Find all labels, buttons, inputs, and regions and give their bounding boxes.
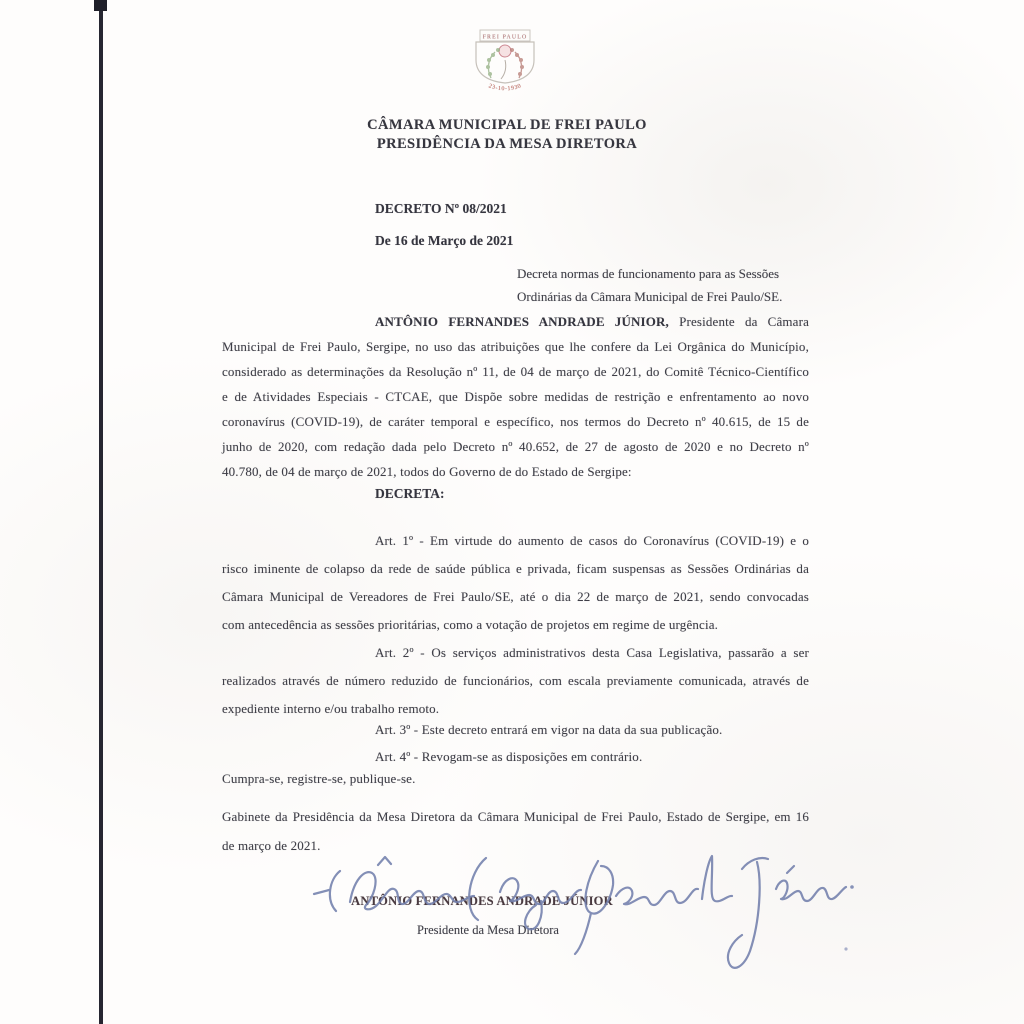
opening-paragraph	[222, 309, 809, 484]
president-name-bold: ANTÔNIO FERNANDES ANDRADE JÚNIOR,	[375, 314, 669, 329]
text-line: com antecedência as sessões prioritárias, como a votação de projetos em regime de urgência.	[222, 617, 719, 632]
text-line: Decreta normas de funcionamento para as Sessões	[517, 266, 780, 281]
text-line: realizados através de número reduzido de funcionários, com escala previamente comunicada, através de	[222, 673, 809, 688]
signature-stray-dot	[844, 947, 847, 950]
article-2	[222, 639, 809, 723]
text-line: coronavírus (COVID-19), de caráter temporal e específico, nos termos do Decreto nº 40.615, de 15 de	[222, 414, 809, 429]
text-line: Câmara Municipal de Vereadores de Frei Paulo/SE, até o dia 22 de março de 2021, sendo convocadas	[222, 589, 809, 604]
text-line: expediente interno e/ou trabalho remoto.	[222, 701, 440, 716]
article-2-lines	[222, 667, 809, 723]
article-2-first-line: Art. 2º - Os serviços administrativos desta Casa Legislativa, passarão a ser	[375, 645, 809, 660]
article-1	[222, 527, 809, 639]
text-line: 40.780, de 04 de março de 2021, todos do Governo de do Estado de Sergipe:	[222, 464, 632, 479]
signatory-title: Presidente da Mesa Diretora	[417, 923, 559, 937]
article-4: Art. 4º - Revogam-se as disposições em contrário.	[375, 749, 643, 764]
text-line: Municipal de Frei Paulo, Sergipe, no uso das atribuições que lhe confere da Lei Orgânica do Município,	[222, 339, 809, 354]
text-line: Gabinete da Presidência da Mesa Diretora da Câmara Municipal de Frei Paulo, Estado de Sergipe, em 16	[222, 809, 809, 824]
decree-date: De 16 de Março de 2021	[375, 233, 514, 248]
organization-name: CÂMARA MUNICIPAL DE FREI PAULO	[367, 117, 647, 133]
decree-summary	[517, 262, 817, 308]
decreta-heading: DECRETA:	[375, 486, 445, 501]
closing-order: Cumpra-se, registre-se, publique-se.	[222, 771, 416, 786]
text-line: e de Atividades Especiais - CTCAE, que Dispõe sobre medidas de restrição e enfrentamento ao novo	[222, 389, 809, 404]
decree-number: DECRETO Nº 08/2021	[375, 201, 507, 216]
organization-title	[0, 116, 1014, 154]
text-line: junho de 2020, com redação dada pelo Decreto nº 40.652, de 27 de agosto de 2020 e no Decreto nº	[222, 439, 809, 454]
municipal-crest-icon	[468, 28, 542, 102]
opening-lines	[222, 334, 809, 484]
signature-strokes	[314, 856, 846, 968]
crest-founding-date: 23-10-1930	[487, 83, 523, 93]
opening-first-line-rest: Presidente da Câmara	[668, 314, 810, 329]
opening-first-line	[222, 309, 809, 334]
signature-end-dot	[850, 885, 854, 889]
article-1-lines	[222, 555, 809, 639]
crest-banner-text: FREI PAULO	[482, 34, 528, 41]
text-line: Ordinárias da Câmara Municipal de Frei Paulo/SE.	[517, 289, 783, 304]
article-3: Art. 3º - Este decreto entrará em vigor na data da sua publicação.	[375, 722, 723, 737]
text-line: de março de 2021.	[222, 837, 321, 853]
signatory-name: ANTÔNIO FERNANDES ANDRADE JÚNIOR	[351, 894, 613, 908]
text-line: considerado as determinações da Resolução nº 11, de 04 de março de 2021, do Comitê Técnico-Científico	[222, 364, 809, 379]
article-1-first-line: Art. 1º - Em virtude do aumento de casos do Coronavírus (COVID-19) e o	[375, 533, 809, 548]
handwritten-signature	[290, 845, 860, 1005]
crest-sun-icon	[499, 45, 511, 57]
organization-department: PRESIDÊNCIA DA MESA DIRETORA	[376, 136, 638, 152]
text-line: risco iminente de colapso da rede de saúde pública e privada, ficam suspensas as Sessões Ordinárias da	[222, 561, 809, 576]
